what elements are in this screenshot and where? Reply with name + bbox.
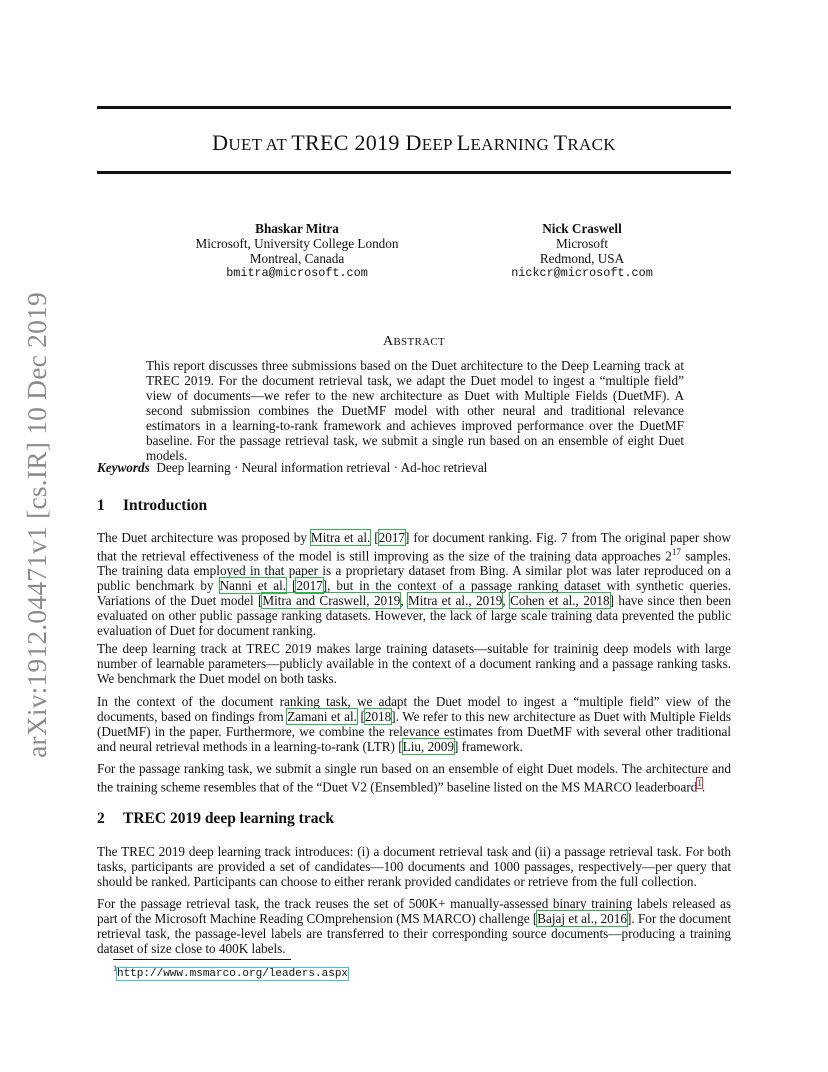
author-block [180, 221, 414, 281]
title-part: UET AT [228, 135, 292, 154]
citation-link[interactable]: Mitra et al., 2019 [408, 593, 503, 609]
author-affiliation: Microsoft [555, 236, 608, 251]
citation-link[interactable]: Nanni et al. [219, 578, 287, 594]
text-run: For the passage ranking task, we submit a single run based on an ensemble of eight Duet models. The architecture and the training scheme resembles that of the “Duet V2 (Ensembled)” baseline listed on the MS MARCO leaderboard [97, 761, 731, 795]
text-run: ] for document ranking. Fig. 7 from The original paper show that the retrieval effectiveness of the model is still improving as the size of the training data approaches 2 [97, 530, 731, 564]
author-affiliation: Microsoft, University College London [195, 236, 399, 251]
author-location: Redmond, USA [539, 251, 625, 266]
abstract-heading-initial: A [382, 334, 394, 349]
title-part: L [456, 130, 471, 155]
footnote-number: 1 [113, 964, 117, 973]
section-heading [97, 810, 334, 828]
arxiv-sidebar [22, 292, 52, 758]
footnote-link[interactable]: 1 [697, 778, 702, 788]
arxiv-identifier: arXiv:1912.04471v1 [cs.IR] 10 Dec 2019 [21, 292, 52, 758]
citation-link[interactable]: Liu, 2009 [402, 739, 454, 754]
keywords-text: Deep learning · Neural information retrieval · Ad-hoc retrieval [156, 460, 488, 475]
text-run: The Duet architecture was proposed by [97, 530, 311, 545]
text-run: ] have since then been evaluated on other public passage ranking datasets. However, the lack of large scale training data prevented the public evaluation of Duet for document ranking. [97, 593, 732, 639]
citation-link[interactable]: 2017 [378, 530, 406, 545]
citation-link[interactable]: Mitra and Craswell, 2019 [262, 593, 401, 609]
citation-link[interactable]: 2018 [364, 709, 392, 724]
section-title: TREC 2019 deep learning track [123, 810, 334, 827]
title-part: D [405, 130, 422, 155]
text-run: , [400, 593, 409, 609]
title-part: RACK [567, 135, 616, 154]
keywords [97, 460, 487, 476]
paper-title [97, 128, 731, 160]
text-run: . [701, 779, 706, 795]
paragraph [97, 530, 731, 638]
text-run: , [502, 593, 511, 609]
section-title: Introduction [123, 497, 208, 514]
title-part: TREC 2019 [291, 130, 406, 155]
title-bottom-rule [97, 171, 731, 174]
paragraph: The deep learning track at TREC 2019 makes large training datasets—suitable for traininig deep models with large number of learnable parameters—publicly available in the context of a document ranking and a passage ranking tasks. We benchmark the Duet model on both tasks. [97, 641, 731, 686]
abstract-heading-rest: BSTRACT [393, 336, 446, 348]
author-location: Montreal, Canada [249, 251, 345, 266]
abstract-text: This report discusses three submissions based on the Duet architecture to the Deep Learning track at TREC 2019. For the document retrieval task, we adapt the Duet model to ingest a “multiple field” view of documents—we refer to the new architecture as Duet with Multiple Fields (DuetMF). A second submission combines the DuetMF model with other neural and traditional relevance estimators in a learning-to-rank framework and achieves improved performance over the DuetMF baseline. For the passage retrieval task, we submit a single run based on an ensemble of eight Duet models. [146, 358, 684, 463]
section-heading [97, 497, 207, 515]
citation-link[interactable]: Cohen et al., 2018 [510, 593, 610, 609]
author-email[interactable]: nickcr@microsoft.com [511, 266, 653, 280]
abstract-heading [97, 333, 731, 350]
author-email[interactable]: bmitra@microsoft.com [226, 266, 368, 280]
citation-link[interactable]: Zamani et al. [287, 709, 357, 724]
footnote-url-link[interactable]: http://www.msmarco.org/leaders.aspx [117, 967, 349, 980]
citation-link[interactable]: 2017 [296, 578, 323, 594]
text-run: ]. For the document retrieval task, the passage-level labels are transferred to their corresponding source documents—producing a training dataset of size close to 400K labels. [97, 911, 731, 956]
superscript: 17 [671, 547, 681, 557]
text-run: ]. We refer to this new architecture as Duet with Multiple Fields (DuetMF) in the paper. Furthermore, we combine the relevance estimates from DuetMF with several other traditional and neural retrieval methods in a learning-to-rank (LTR) [ [97, 709, 731, 754]
section-number: 1 [97, 497, 105, 514]
author-name: Nick Craswell [542, 221, 622, 236]
author-block [482, 221, 682, 281]
text-run: ], but in the context of a passage ranking dataset with synthetic queries. Variations of the Duet model [ [97, 578, 731, 609]
section-number: 2 [97, 810, 105, 827]
text-run: In the context of the document ranking task, we adapt the Duet model to ingest a “multiple field” view of the documents, based on findings from [97, 694, 731, 724]
footnote-rule [113, 959, 291, 960]
text-run: For the passage retrieval task, the track reuses the set of 500K+ manually-assessed binary training labels released as part of the Microsoft Machine Reading COmprehension (MS MARCO) challenge [ [97, 896, 731, 926]
text-run: [ [370, 530, 379, 545]
paragraph: The TREC 2019 deep learning track introduces: (i) a document retrieval task and (ii) a passage retrieval task. For both tasks, participants are provided a set of candidates—100 documents and 1000 passages, respectively—per query that should be ranked. Participants can choose to either rerank provided candidates or retrieve from the full collection. [97, 844, 731, 889]
paragraph [97, 761, 731, 794]
text-run: samples. The training data employed in that paper is a proprietary dataset from Bing. A similar plot was later reproduced on a public benchmark by [97, 548, 731, 594]
footnote [113, 964, 348, 980]
text-run: [ [286, 578, 297, 594]
citation-link[interactable]: Bajaj et al., 2016 [537, 911, 627, 926]
paragraph [97, 694, 731, 754]
author-name: Bhaskar Mitra [255, 221, 339, 236]
text-run: ] framework. [453, 739, 523, 754]
citation-link[interactable]: Mitra et al. [310, 530, 371, 545]
keywords-label: Keywords [97, 460, 150, 475]
text-run: [ [356, 709, 365, 724]
title-top-rule [97, 106, 731, 109]
title-part: D [212, 130, 229, 155]
title-part: T [553, 130, 568, 155]
paragraph [97, 896, 731, 956]
title-part: EARNING [470, 135, 554, 154]
title-part: EEP [421, 135, 457, 154]
